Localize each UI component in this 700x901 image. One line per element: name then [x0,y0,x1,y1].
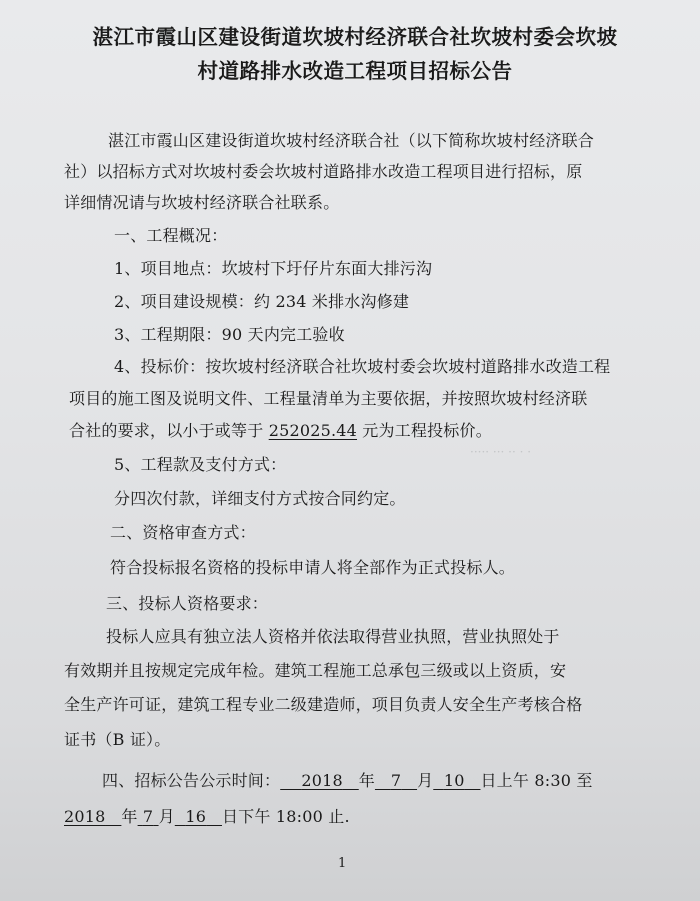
end-year: 2018 [64,807,106,826]
title-line-2: 村道路排水改造工程项目招标公告 [197,59,513,83]
end-year-label: 年 [121,807,138,826]
section1-item1: 1、项目地点：坎坡村下圩仔片东面大排污沟 [114,259,433,278]
section3-line4: 证书（B 证）。 [64,730,171,749]
section2-text: 符合投标报名资格的投标申请人将全部作为正式投标人。 [110,558,516,577]
section3-line2: 有效期并且按规定完成年检。建筑工程施工总承包三级或以上资质，安 [64,661,567,680]
section3-line3: 全生产许可证，建筑工程专业二级建造师，项目负责人安全生产考核合格 [64,695,583,714]
item4-line3-suffix: 元为工程投标价。 [357,421,492,440]
start-year-label: 年 [358,771,375,790]
section4-prefix: 四、招标公告公示时间： [102,771,281,790]
item4-line3-prefix: 合社的要求，以小于或等于 [69,421,269,440]
section1-item5: 5、工程款及支付方式： [114,455,287,474]
section1-item2: 2、项目建设规模：约 234 米排水沟修建 [114,292,410,311]
end-month: 7 [142,807,154,826]
section1-item3: 3、工程期限：90 天内完工验收 [114,325,345,344]
bleed-through-text: ····· ··· ·· · · [470,445,532,459]
end-day: 16 [185,807,207,826]
section3-line1: 投标人应具有独立法人资格并依法取得营业执照，营业执照处于 [106,627,560,646]
start-suffix: 日上午 8:30 至 [480,771,593,790]
section1-item5-detail: 分四次付款，详细支付方式按合同约定。 [114,489,406,508]
end-month-label: 月 [158,807,175,826]
section1-heading: 一、工程概况： [114,226,228,245]
start-month: 7 [390,771,402,790]
start-year: 2018 [301,771,343,790]
document-title [60,20,650,88]
title-line-1: 湛江市霞山区建设街道坎坡村经济联合社坎坡村委会坎坡 [92,25,618,49]
start-day: 10 [443,771,465,790]
section3-heading: 三、投标人资格要求： [106,594,269,613]
section2-heading: 二、资格审查方式： [110,523,256,542]
intro-line-3: 详细情况请与坎坡村经济联合社联系。 [64,193,340,212]
page-number: 1 [338,856,347,871]
section1-item4-line2: 项目的施工图及说明文件、工程量清单为主要依据，并按照坎坡村经济联 [69,389,588,408]
section4-line1 [102,768,593,791]
start-month-label: 月 [417,771,434,790]
bid-price: 252025.44 [268,421,358,440]
section4-line2 [64,804,350,827]
end-suffix: 日下午 18:00 止. [221,807,350,826]
section1-item4-line1: 4、投标价：按坎坡村经济联合社坎坡村委会坎坡村道路排水改造工程 [114,357,611,376]
intro-line-1: 湛江市霞山区建设街道坎坡村经济联合社（以下简称坎坡村经济联合 [108,131,595,150]
section1-item4-line3 [69,418,492,441]
intro-line-2: 社）以招标方式对坎坡村委会坎坡村道路排水改造工程项目进行招标，原 [64,162,583,181]
